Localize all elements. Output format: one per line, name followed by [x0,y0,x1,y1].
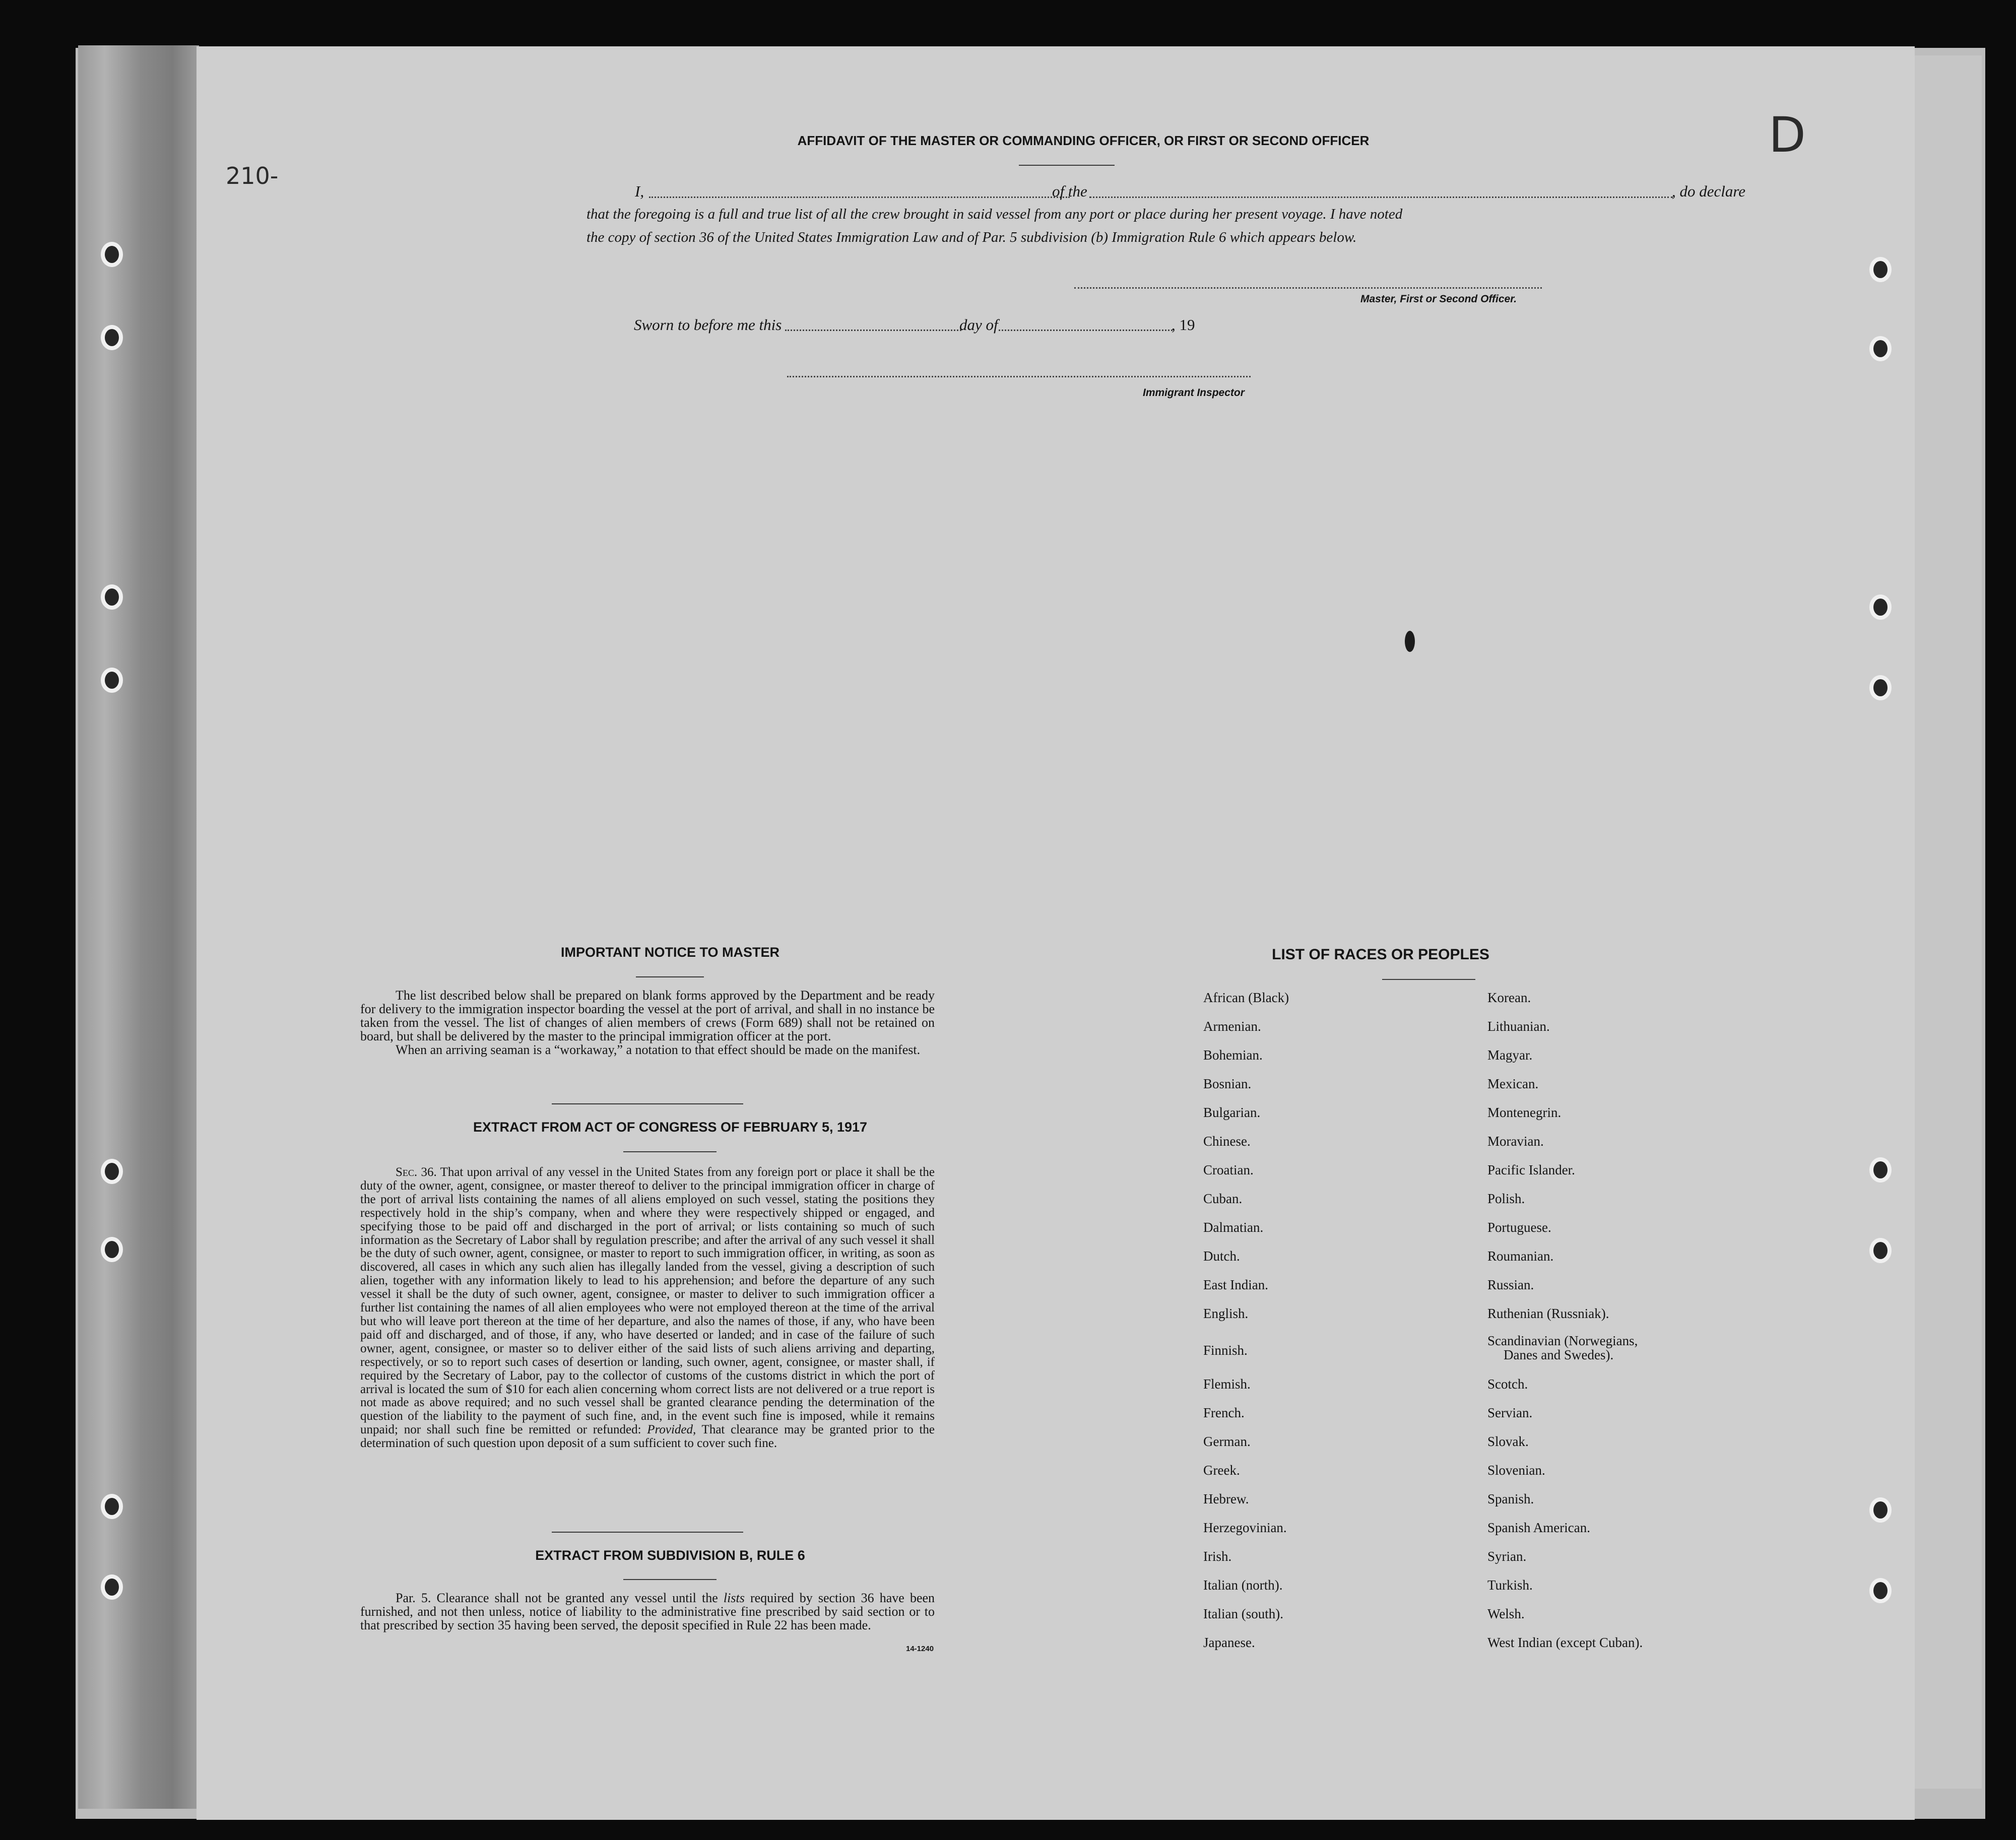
race-item: East Indian. [1203,1277,1268,1292]
race-item: Armenian. [1203,1019,1261,1034]
race-item: Bulgarian. [1203,1105,1261,1120]
race-item: Montenegrin. [1487,1105,1562,1120]
affidavit-line-2: that the foregoing is a full and true list of all the crew brought in said vessel from any port or place during her present voyage. I have noted [587,206,1403,222]
binding-hole [101,668,123,693]
race-item: English. [1203,1306,1249,1321]
race-item: Servian. [1487,1405,1533,1420]
race-item: German. [1203,1434,1251,1449]
sworn-month-field-line [999,330,1173,331]
race-item: Scotch. [1487,1376,1528,1392]
race-item: West Indian (except Cuban). [1487,1635,1643,1650]
race-item: Lithuanian. [1487,1019,1550,1034]
affidavit-i-label: I, [635,182,644,200]
handwritten-margin-note: 210- [226,162,279,189]
race-item: Polish. [1487,1191,1525,1206]
section-separator [552,1103,743,1104]
rule-text-start: Par. 5. Clearance shall not be granted any vessel until the [396,1591,718,1605]
affidavit-title: AFFIDAVIT OF THE MASTER OR COMMANDING OFFICER, OR FIRST OR SECOND OFFICER [797,133,1370,148]
race-item: Croatian. [1203,1162,1254,1177]
race-item: Finnish. [1203,1343,1248,1358]
race-item: Dutch. [1203,1248,1240,1264]
race-item: Moravian. [1487,1134,1544,1149]
master-signature-line [1074,287,1542,289]
binding-hole [101,1237,123,1262]
race-item: French. [1203,1405,1245,1420]
act-extract-title: EXTRACT FROM ACT OF CONGRESS OF FEBRUARY 5, 1917 [473,1120,868,1135]
rule-paragraph-5-text [360,1591,935,1632]
race-item: Flemish. [1203,1376,1251,1392]
name-field-line [649,196,1070,198]
race-item: Portuguese. [1487,1220,1551,1235]
inspector-signature-line [787,376,1251,377]
race-item: Spanish American. [1487,1520,1590,1535]
binding-hole [1869,257,1892,282]
race-item: Bohemian. [1203,1047,1263,1063]
binding-hole [1869,595,1892,620]
notice-paragraph-2: When an arriving seaman is a “workaway,” a notation to that effect should be made on the manifest. [396,1042,921,1057]
race-item: Hebrew. [1203,1491,1249,1506]
race-item: Slovak. [1487,1434,1529,1449]
handwritten-corner-mark: D [1769,107,1806,163]
binding-hole [1869,1157,1892,1182]
binding-hole [1869,336,1892,361]
race-item: Syrian. [1487,1549,1527,1564]
race-item: Roumanian. [1487,1248,1554,1264]
notice-title-underline [636,976,704,977]
race-item: Welsh. [1487,1606,1525,1621]
race-item: Slovenian. [1487,1463,1545,1478]
right-edge-sheet [1905,55,1982,1789]
binding-hole [101,584,123,610]
race-item: Japanese. [1203,1635,1255,1650]
section-label: Sec. 36. [396,1165,437,1179]
race-item: Cuban. [1203,1191,1243,1206]
section-36-end: That clearance may be granted prior to the determination of such question upon deposit of a sum sufficient to cover such fine. [360,1423,935,1451]
race-item: Mexican. [1487,1076,1539,1091]
races-title: LIST OF RACES OR PEOPLES [1272,946,1489,963]
notice-paragraph-1: The list described below shall be prepared on blank forms approved by the Department and be ready for delivery to the immigration inspector boarding the vessel at the port of arrival, and shall in no instance be taken from the vessel. The list of changes of alien members of crews (Form 689) shall not be retained on board, but shall be delivered by the master to the principal immigration officer at the port. [360,988,935,1043]
vessel-field-line [1089,196,1673,198]
race-item: Korean. [1487,990,1531,1005]
notice-text [360,989,935,1057]
race-item: Irish. [1203,1549,1232,1564]
section-separator [552,1532,743,1533]
affidavit-of-the-label: of the [1052,182,1087,200]
binding-hole [1869,1578,1892,1603]
race-item: Spanish. [1487,1491,1534,1506]
races-title-underline [1382,979,1475,980]
act-section-36-text [360,1166,935,1451]
binding-strip [78,45,199,1809]
sworn-day-of-label: day of [959,316,998,334]
binding-hole [101,325,123,350]
race-item: Italian (south). [1203,1606,1283,1621]
rule-extract-title: EXTRACT FROM SUBDIVISION B, RULE 6 [535,1548,805,1563]
ink-blot [1405,631,1415,652]
race-item: Bosnian. [1203,1076,1252,1091]
sworn-prefix: Sworn to before me this [634,316,782,334]
rule-title-underline [623,1579,717,1580]
race-item: Herzegovinian. [1203,1520,1287,1535]
race-item: Ruthenian (Russniak). [1487,1306,1609,1321]
provided-word: Provided, [647,1423,696,1437]
binding-hole [101,242,123,267]
race-item: Greek. [1203,1463,1240,1478]
section-36-body: That upon arrival of any vessel in the United States from any foreign port or place it shall be the duty of the owner, agent, consignee, or master thereof to deliver to the principal immigration officer in charge of the port of arrival lists containing the names of all aliens employed on such vessel, stating the positions they respectively hold in the ship’s company, when and where they were respectively shipped or engaged, and specifying those to be paid off and discharged in the port of arrival; or lists containing so much of such information as the Secretary of Labor shall by regulation prescribe; and after the arrival of any such vessel it shall be the duty of such owner, agent, consignee, or master to report to such immigration officer, in writing, as soon as discovered, all cases in which any such alien has illegally landed from the vessel, giving a description of such alien, together with any information likely to lead to his apprehension; and before the departure of any such vessel it shall be the duty of such owner, agent, consignee, or master to deliver to such immigration officer a further list containing the names of all alien employees who were not employed thereon at the time of the arrival but who will leave port thereon at the time of her departure, and also the names of those, if any, who have been paid off and discharged, and of those, if any, who have deserted or landed; and in case of the failure of such owner, agent, consignee, or master so to deliver either of the said lists of such aliens arriving and departing, respectively, or so to report such cases of desertion or landing, such owner, agent, consignee, or master shall, if required by the Secretary of Labor, pay to the collector of customs of the customs district in which the port of arrival is located the sum of $10 for each alien concerning whom correct lists are not delivered or a true report is not made as above required; and no such vessel shall be granted clearance pending the determination of the question of the liability to the payment of such fine, and, in the event such fine is imposed, while it remains unpaid; nor shall such fine be remitted or refunded: [360,1165,935,1437]
inspector-signature-caption: Immigrant Inspector [1143,387,1245,399]
race-item: African (Black) [1203,990,1289,1005]
binding-hole [101,1159,123,1184]
affidavit-line-3: the copy of section 36 of the United States Immigration Law and of Par. 5 subdivision (b) Immigration Rule 6 which appears below. [587,229,1357,245]
master-signature-caption: Master, First or Second Officer. [1360,293,1517,305]
title-underline [1019,165,1115,166]
affidavit-declare-label: , do declare [1672,182,1746,200]
notice-title: IMPORTANT NOTICE TO MASTER [561,945,779,960]
document-page [197,46,1915,1820]
race-item: Turkish. [1487,1578,1533,1593]
binding-hole [1869,675,1892,700]
race-item: Danes and Swedes). [1504,1347,1614,1362]
binding-hole [1869,1238,1892,1263]
race-item: Dalmatian. [1203,1220,1264,1235]
act-title-underline [623,1151,717,1152]
sworn-day-field-line [785,330,961,331]
lists-word: lists [723,1591,745,1605]
race-item: Russian. [1487,1277,1534,1292]
race-item: Magyar. [1487,1047,1533,1063]
binding-hole [101,1574,123,1600]
form-number: 14-1240 [906,1645,934,1653]
binding-hole [101,1494,123,1519]
race-item: Italian (north). [1203,1578,1283,1593]
race-item: Scandinavian (Norwegians, [1487,1333,1638,1348]
rule-text-end: required by section 36 have been furnished, and not then unless, notice of liability to the administrative fine prescribed by said section or to that prescribed by section 35 having been served, the deposit specified in Rule 22 has been made. [360,1591,935,1632]
race-item: Chinese. [1203,1134,1251,1149]
race-item: Pacific Islander. [1487,1162,1575,1177]
binding-hole [1869,1497,1892,1523]
sworn-year-label: , 19 [1172,316,1195,334]
